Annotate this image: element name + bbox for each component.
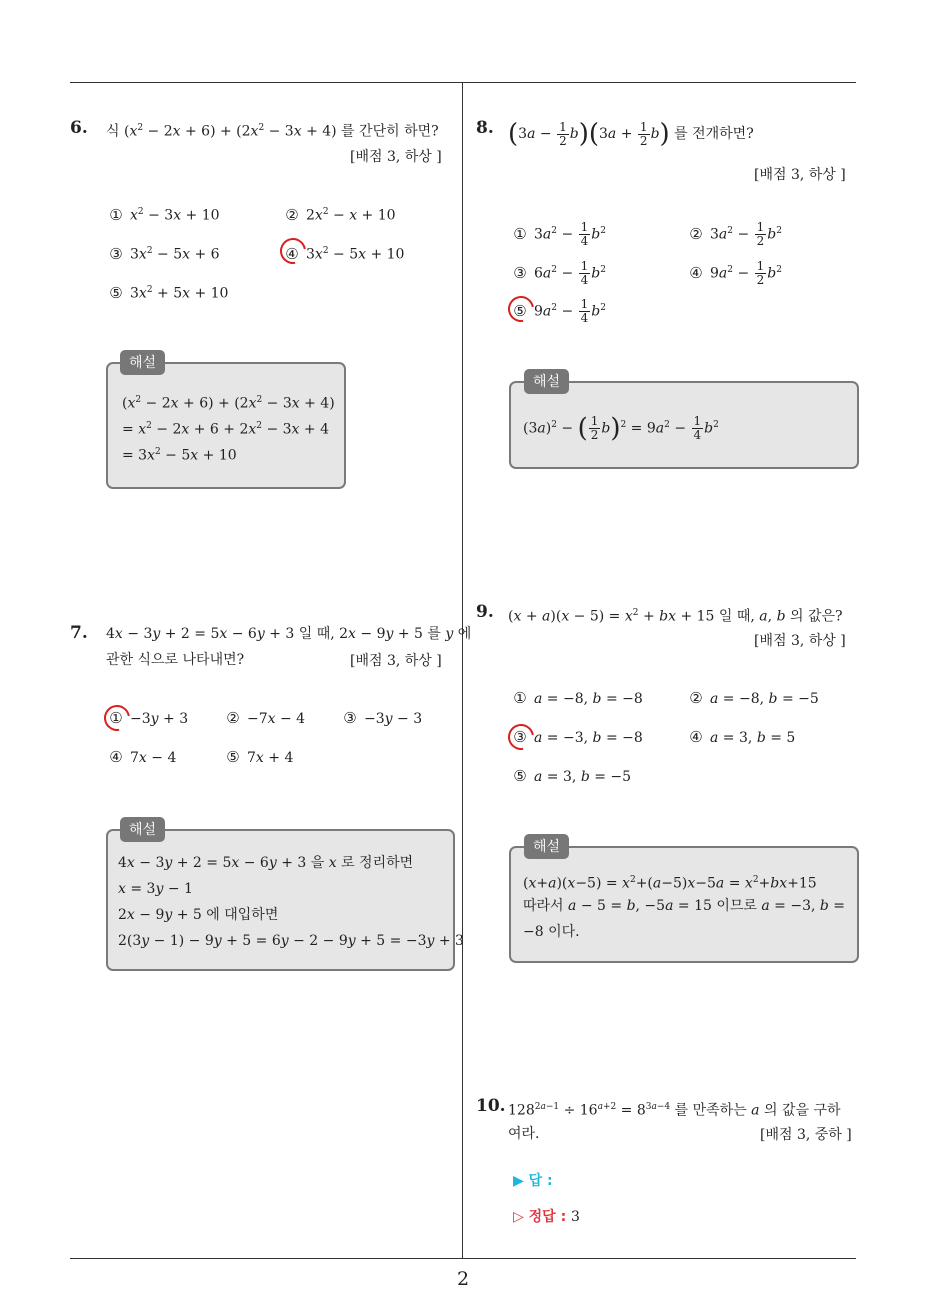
solution-label: 해설 xyxy=(524,369,569,394)
solution-box xyxy=(509,846,859,963)
choice-3[interactable]: ③ $3x^2 - 5x + 6$ xyxy=(109,244,220,263)
solution-box xyxy=(106,362,346,489)
solution-line-1: $(x^2 - 2x + 6) + (2x^2 - 3x + 4)$ xyxy=(122,395,335,412)
solution-line-4: 2(3y − 1) − 9y + 5 = 6y − 2 − 9y + 5 = −3y + 3 xyxy=(118,933,464,949)
bottom-rule xyxy=(70,1258,856,1259)
question-number: 8. xyxy=(476,118,494,138)
correct-answer-label: ▷ 정답 : xyxy=(513,1209,567,1225)
choice-5[interactable]: ⑤ a = 3, b = −5 xyxy=(513,767,632,785)
score: [배점 3, 하상 ] xyxy=(350,653,442,669)
question-text-line-2: 여라. xyxy=(508,1126,540,1142)
choice-5[interactable]: ⑤ 7x + 4 xyxy=(226,748,294,766)
question-text-line-2: 관한 식으로 나타내면? xyxy=(106,652,245,668)
score: [배점 3, 중하 ] xyxy=(760,1127,852,1143)
choice-3[interactable]: ③ $6a^2$ − $\frac{1}{4}$ $b^2$ xyxy=(513,259,606,288)
answer-mark xyxy=(99,700,135,736)
question-number: 10. xyxy=(476,1096,506,1116)
solution-line-2: = $x^2 - 2x + 6 + 2x^2 - 3x + 4$ xyxy=(122,421,329,438)
choice-5[interactable]: ⑤ $9a^2$ − $\frac{1}{4}$ $b^2$ xyxy=(513,297,606,326)
choice-2[interactable]: ② −7x − 4 xyxy=(226,709,306,727)
solution-label: 해설 xyxy=(120,350,165,375)
correct-answer xyxy=(513,1206,580,1226)
choice-2[interactable]: ② a = −8, b = −5 xyxy=(689,689,819,707)
solution-box xyxy=(106,829,464,971)
page-number: 2 xyxy=(456,1268,470,1290)
question-text-suffix: 를 전개하면? xyxy=(674,126,754,142)
correct-answer-value: 3 xyxy=(571,1209,580,1225)
choice-4[interactable]: ④ $3x^2 - 5x + 10$ xyxy=(285,244,405,263)
choice-2[interactable]: ② $2x^2 - x + 10$ xyxy=(285,205,396,224)
question-number: 6. xyxy=(70,118,88,138)
choice-3[interactable]: ③ −3y − 3 xyxy=(343,709,423,727)
question-number: 7. xyxy=(70,623,88,643)
choice-1[interactable]: ① $x^2 - 3x + 10$ xyxy=(109,205,220,224)
solution-line-2: x = 3y − 1 xyxy=(118,881,193,897)
solution-box xyxy=(509,381,859,469)
choice-2[interactable]: ② $3a^2$ − $\frac{1}{2}$ $b^2$ xyxy=(689,220,782,249)
answer-mark xyxy=(503,719,539,755)
choice-5[interactable]: ⑤ $3x^2 + 5x + 10$ xyxy=(109,283,229,302)
choice-4[interactable]: ④ a = 3, b = 5 xyxy=(689,728,796,746)
choice-4[interactable]: ④ 7x − 4 xyxy=(109,748,177,766)
solution-label: 해설 xyxy=(120,817,165,842)
solution-line-1: $(x+a)(x-5) = x^2+(a-5)x-5a = x^2+bx+15$ xyxy=(523,875,817,892)
solution-line-1: 4x − 3y + 2 = 5x − 6y + 3 을 x 로 정리하면 xyxy=(118,855,414,871)
solution-line-3: −8 이다. xyxy=(523,924,580,940)
score: [배점 3, 하상 ] xyxy=(754,633,846,649)
choice-1[interactable]: ① −3y + 3 xyxy=(109,709,189,727)
solution-line-3: = $3x^2 - 5x + 10$ xyxy=(122,447,237,464)
question-number: 9. xyxy=(476,602,494,622)
question-text: (3a − $\frac{1}{2}$ b)(3a + $\frac{1}{2}$ b) 를 전개하면? xyxy=(508,119,754,149)
question-text: $(x + a)(x - 5) = x^2$ + bx + 15 일 때, a, b 의 값은? xyxy=(508,608,843,625)
solution-line-1: $(3a)^2$ − ( $\frac{1}{2}$ $b)^2 = 9a^2$ − $\frac{1}{4}$ $b^2$ xyxy=(523,413,719,444)
solution-line-3: 2x − 9y + 5 에 대입하면 xyxy=(118,907,279,923)
choice-4[interactable]: ④ $9a^2$ − $\frac{1}{2}$ $b^2$ xyxy=(689,259,782,288)
score: [배점 3, 하상 ] xyxy=(754,167,846,183)
question-text: 식 $(x^2 - 2x + 6) + (2x^2 - 3x + 4)$ 를 간단히 하면? xyxy=(106,123,439,140)
column-divider xyxy=(462,83,463,1259)
top-rule xyxy=(70,82,856,83)
choice-1[interactable]: ① $3a^2$ − $\frac{1}{4}$ $b^2$ xyxy=(513,220,606,249)
choice-1[interactable]: ① a = −8, b = −8 xyxy=(513,689,643,707)
choice-3[interactable]: ③ a = −3, b = −8 xyxy=(513,728,643,746)
answer-label: ▶ 답 : xyxy=(513,1173,553,1189)
question-text-line-1: $128^{2a-1} \div 16^{a+2} = 8^{3a-4}$ 를 만족하는 a 의 값을 구하 xyxy=(508,1102,841,1119)
solution-line-2: 따라서 a − 5 = b, −5a = 15 이므로 a = −3, b = xyxy=(523,898,846,914)
question-text-line-1: 4x − 3y + 2 = 5x − 6y + 3 일 때, 2x − 9y + 5 를 y 에 xyxy=(106,626,472,642)
solution-label: 해설 xyxy=(524,834,569,859)
score: [배점 3, 하상 ] xyxy=(350,149,442,165)
